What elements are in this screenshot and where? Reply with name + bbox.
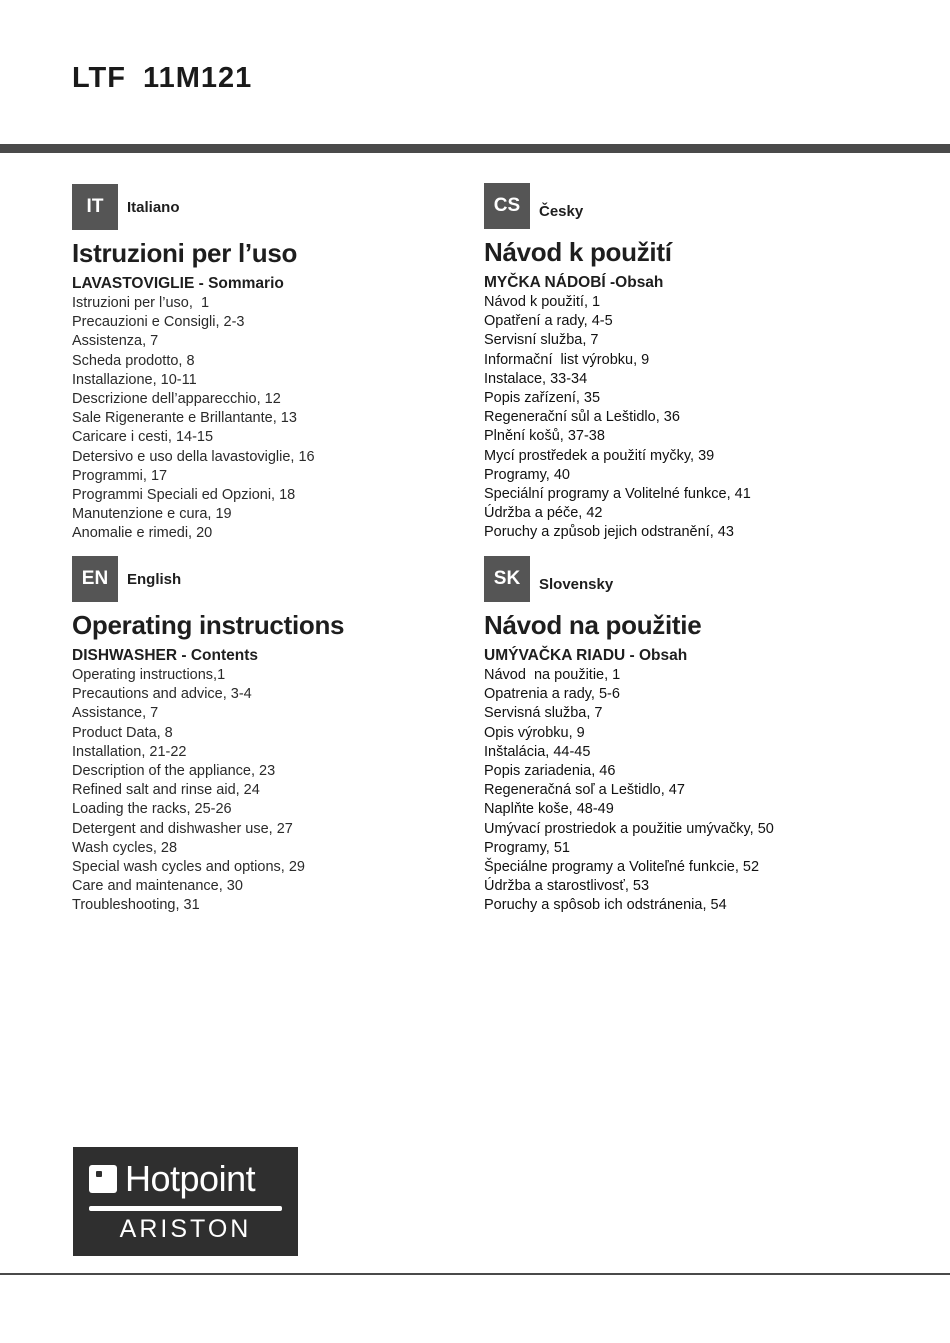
language-label-row — [72, 184, 492, 230]
toc-item: Speciální programy a Volitelné funkce, 41 — [484, 486, 751, 503]
toc-item: Opatrenia a rady, 5-6 — [484, 686, 620, 703]
language-label-row — [72, 556, 492, 602]
toc-item: Installation, 21-22 — [72, 743, 187, 760]
toc-item: Servisní služba, 7 — [484, 332, 599, 349]
toc-item: Refined salt and rinse aid, 24 — [72, 782, 260, 799]
toc-item: Troubleshooting, 31 — [72, 897, 200, 914]
toc-item: Návod k použití, 1 — [484, 294, 601, 310]
toc-item: Poruchy a způsob jejich odstranění, 43 — [484, 524, 734, 541]
toc-item: Product Data, 8 — [72, 724, 173, 741]
toc-item: Caricare i cesti, 14-15 — [72, 429, 214, 446]
language-code-badge: EN — [72, 556, 118, 602]
toc-item: Regeneračná soľ a Leštidlo, 47 — [484, 782, 685, 799]
toc-item: Servisná služba, 7 — [484, 705, 603, 722]
toc-item: Programy, 51 — [484, 839, 570, 856]
toc-item: Popis zařízení, 35 — [484, 390, 601, 407]
logo-divider — [89, 1206, 282, 1211]
toc-list — [72, 294, 492, 544]
language-code-badge: CS — [484, 183, 530, 229]
toc-item: Inštalácia, 44-45 — [484, 743, 591, 760]
toc-item: Anomalie e rimedi, 20 — [72, 525, 213, 542]
toc-item: Špeciálne programy a Voliteľné funkcie, 52 — [484, 859, 760, 876]
toc-item: Regenerační sůl a Leštidlo, 36 — [484, 409, 680, 426]
model-title: LTF 11M121 — [72, 62, 253, 94]
toc-item: Plnění košů, 37-38 — [484, 428, 605, 445]
logo-brand-row — [89, 1158, 256, 1199]
toc-list — [484, 666, 904, 916]
language-code-badge: IT — [72, 184, 118, 230]
toc-item: Special wash cycles and options, 29 — [72, 859, 305, 876]
toc-heading: DISHWASHER - Contents — [72, 647, 258, 664]
toc-item: Precauzioni e Consigli, 2-3 — [72, 314, 245, 331]
toc-item: Scheda prodotto, 8 — [72, 352, 195, 369]
toc-item: Sale Rigenerante e Brillantante, 13 — [72, 410, 297, 427]
language-name: Italiano — [127, 198, 180, 216]
toc-heading: LAVASTOVIGLIE - Sommario — [72, 275, 284, 292]
toc-heading: MYČKA NÁDOBÍ -Obsah — [484, 274, 664, 291]
toc-item: Poruchy a spôsob ich odstránenia, 54 — [484, 897, 727, 914]
toc-item: Detersivo e uso della lavastoviglie, 16 — [72, 448, 315, 465]
toc-item: Assistance, 7 — [72, 705, 159, 722]
language-label-row — [484, 556, 904, 602]
toc-item: Programmi, 17 — [72, 467, 168, 484]
section-slovensky — [484, 556, 904, 916]
toc-item: Informační list výrobku, 9 — [484, 351, 650, 368]
language-label-row — [484, 183, 904, 229]
toc-item: Manutenzione e cura, 19 — [72, 506, 232, 523]
toc-item: Istruzioni per l’uso, 1 — [72, 295, 210, 311]
toc-item: Popis zariadenia, 46 — [484, 763, 616, 780]
language-code-badge: SK — [484, 556, 530, 602]
toc-item: Operating instructions,1 — [72, 667, 226, 683]
toc-heading: UMÝVAČKA RIADU - Obsah — [484, 647, 688, 664]
toc-item: Mycí prostředek a použití myčky, 39 — [484, 447, 715, 464]
logo-brand-text: Hotpoint — [125, 1158, 256, 1199]
toc-item: Loading the racks, 25-26 — [72, 801, 232, 818]
section-cesky — [484, 183, 904, 543]
language-name: Slovensky — [539, 575, 614, 593]
toc-list — [484, 293, 904, 543]
toc-item: Assistenza, 7 — [72, 333, 159, 350]
toc-item: Instalace, 33-34 — [484, 370, 588, 387]
toc-item: Description of the appliance, 23 — [72, 763, 276, 780]
toc-item: Care and maintenance, 30 — [72, 878, 243, 895]
toc-item: Umývací prostriedok a použitie umývačky, 50 — [484, 820, 774, 837]
toc-item: Installazione, 10-11 — [72, 371, 197, 388]
toc-item: Precautions and advice, 3-4 — [72, 686, 252, 703]
toc-item: Detergent and dishwasher use, 27 — [72, 820, 293, 837]
bottom-divider — [0, 1273, 950, 1275]
toc-item: Údržba a péče, 42 — [484, 505, 603, 522]
section-title: Návod na použitie — [484, 610, 702, 640]
section-english — [72, 556, 492, 916]
section-title: Istruzioni per l’uso — [72, 238, 298, 268]
logo-sub-text: ARISTON — [119, 1215, 252, 1243]
section-italiano — [72, 184, 492, 544]
toc-item: Wash cycles, 28 — [72, 839, 178, 856]
toc-item: Opis výrobku, 9 — [484, 724, 585, 741]
toc-item: Návod na použitie, 1 — [484, 667, 621, 683]
toc-item: Naplňte koše, 48-49 — [484, 801, 614, 818]
language-name: Česky — [539, 202, 584, 220]
top-divider — [0, 144, 950, 153]
toc-item: Descrizione dell’apparecchio, 12 — [72, 391, 281, 408]
section-title: Operating instructions — [72, 610, 345, 640]
toc-list — [72, 666, 492, 916]
toc-item: Údržba a starostlivosť, 53 — [484, 878, 650, 895]
logo-square-icon — [89, 1165, 117, 1193]
toc-item: Programy, 40 — [484, 466, 570, 483]
toc-item: Programmi Speciali ed Opzioni, 18 — [72, 487, 296, 504]
toc-item: Opatření a rady, 4-5 — [484, 313, 613, 330]
language-name: English — [127, 570, 182, 588]
hotpoint-ariston-logo — [73, 1147, 298, 1256]
section-title: Návod k použití — [484, 237, 672, 267]
